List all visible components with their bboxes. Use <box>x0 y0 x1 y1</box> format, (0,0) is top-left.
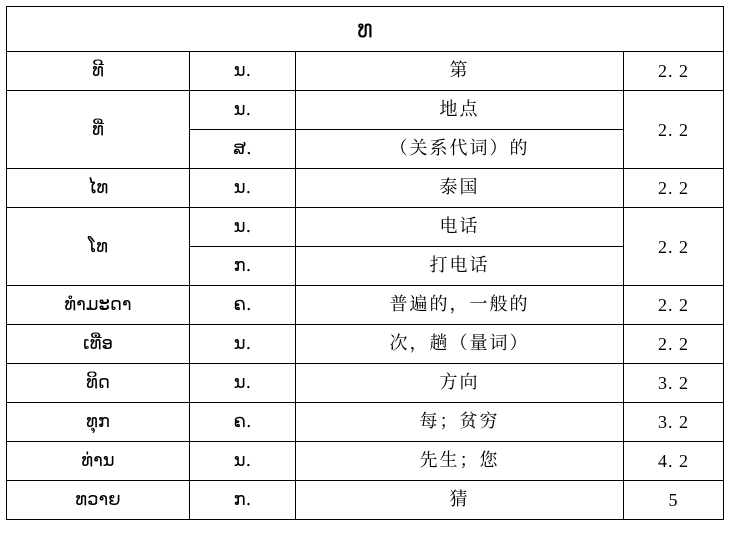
lao-word: ທີ່ <box>7 91 190 169</box>
table-row <box>7 52 724 91</box>
table-row <box>7 91 724 130</box>
lesson-number: 2. 2 <box>624 169 724 208</box>
chinese-meaning: 普遍的，一般的 <box>296 286 624 325</box>
part-of-speech: ນ. <box>190 325 296 364</box>
table-row <box>7 208 724 247</box>
chinese-meaning: 先生；您 <box>296 442 624 481</box>
part-of-speech: ສ. <box>190 130 296 169</box>
table-row <box>7 325 724 364</box>
part-of-speech: ນ. <box>190 52 296 91</box>
part-of-speech: ຄ. <box>190 286 296 325</box>
table-row <box>7 286 724 325</box>
table-row <box>7 403 724 442</box>
part-of-speech: ນ. <box>190 91 296 130</box>
table-row <box>7 481 724 520</box>
lesson-number: 3. 2 <box>624 364 724 403</box>
lao-word: ເທື່ອ <box>7 325 190 364</box>
lao-word: ທວາຍ <box>7 481 190 520</box>
lesson-number: 3. 2 <box>624 403 724 442</box>
chinese-meaning: 每；贫穷 <box>296 403 624 442</box>
lesson-number: 5 <box>624 481 724 520</box>
vocabulary-table <box>6 6 724 520</box>
lesson-number: 2. 2 <box>624 52 724 91</box>
chinese-meaning: 泰国 <box>296 169 624 208</box>
part-of-speech: ນ. <box>190 169 296 208</box>
table-row <box>7 169 724 208</box>
section-letter-heading: ທ <box>7 7 724 52</box>
part-of-speech: ນ. <box>190 442 296 481</box>
lao-word: ທິດ <box>7 364 190 403</box>
part-of-speech: ນ. <box>190 364 296 403</box>
lao-word: ທ່ານ <box>7 442 190 481</box>
part-of-speech: ນ. <box>190 208 296 247</box>
lao-word: ໂທ <box>7 208 190 286</box>
header-row <box>7 7 724 52</box>
lesson-number: 2. 2 <box>624 325 724 364</box>
chinese-meaning: 次，趟（量词） <box>296 325 624 364</box>
chinese-meaning: （关系代词）的 <box>296 130 624 169</box>
part-of-speech: ກ. <box>190 247 296 286</box>
chinese-meaning: 地点 <box>296 91 624 130</box>
lao-word: ທຸກ <box>7 403 190 442</box>
lao-word: ທີ <box>7 52 190 91</box>
table-row <box>7 364 724 403</box>
part-of-speech: ຄ. <box>190 403 296 442</box>
lao-word: ໄທ <box>7 169 190 208</box>
chinese-meaning: 电话 <box>296 208 624 247</box>
chinese-meaning: 猜 <box>296 481 624 520</box>
part-of-speech: ກ. <box>190 481 296 520</box>
chinese-meaning: 打电话 <box>296 247 624 286</box>
lesson-number: 2. 2 <box>624 286 724 325</box>
lesson-number: 2. 2 <box>624 208 724 286</box>
lao-word: ທຳມະດາ <box>7 286 190 325</box>
lesson-number: 4. 2 <box>624 442 724 481</box>
chinese-meaning: 方向 <box>296 364 624 403</box>
lesson-number: 2. 2 <box>624 91 724 169</box>
table-row <box>7 442 724 481</box>
chinese-meaning: 第 <box>296 52 624 91</box>
